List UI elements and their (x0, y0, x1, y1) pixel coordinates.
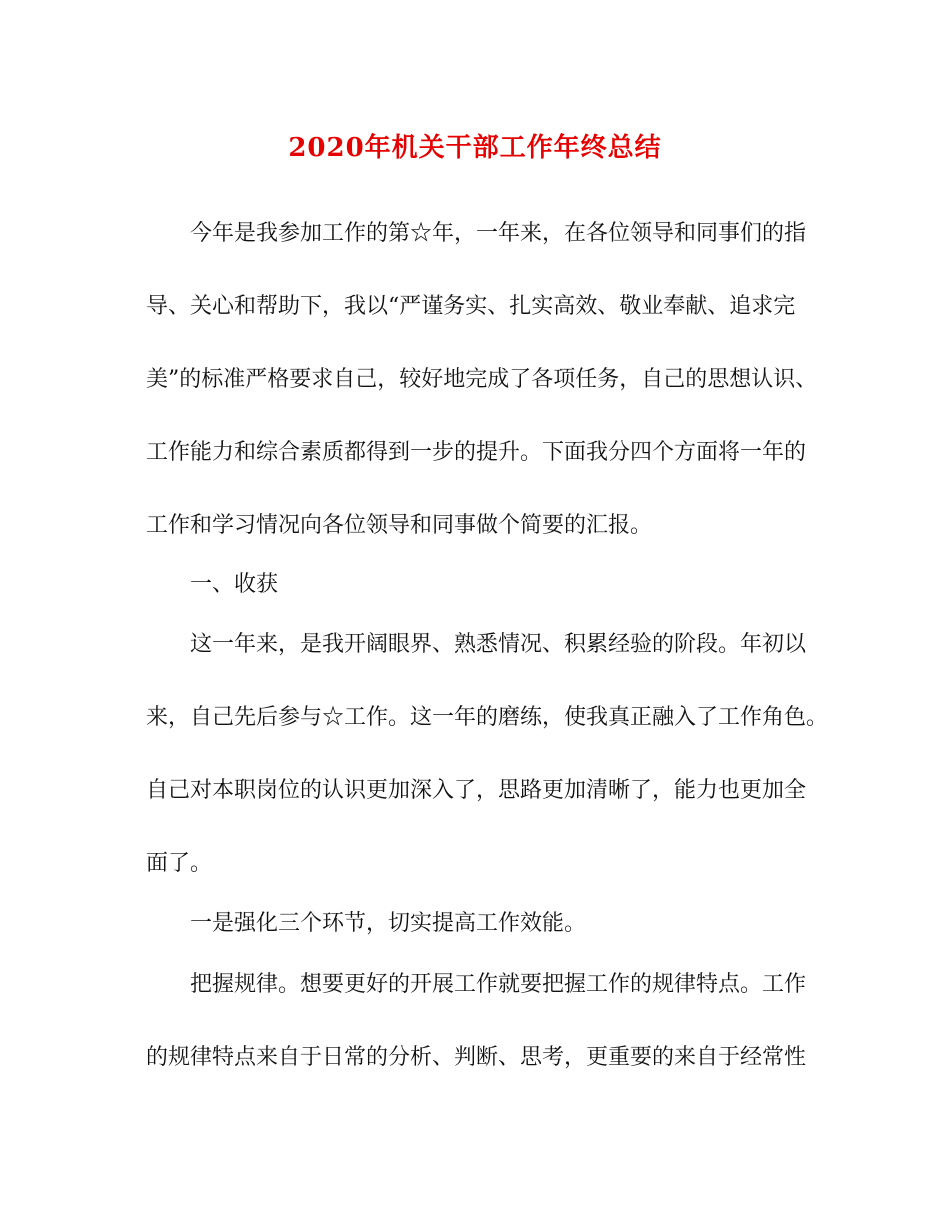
paragraph-line: 今年是我参加工作的第☆年，一年来，在各位领导和同事们的指 (190, 221, 807, 246)
paragraph-line: 工作和学习情况向各位领导和同事做个简要的汇报。 (146, 513, 653, 538)
paragraph-line: 美”的标准严格要求自己，较好地完成了各项任务，自己的思想认识、 (146, 367, 818, 392)
section-heading: 一、收获 (190, 572, 279, 597)
paragraph-line: 一是强化三个环节，切实提高工作效能。 (190, 911, 587, 936)
paragraph-line: 这一年来，是我开阔眼界、熟悉情况、积累经验的阶段。年初以 (190, 632, 807, 657)
paragraph-line: 导、关心和帮助下，我以“严谨务实、扎实高效、敬业奉献、追求完 (146, 294, 796, 319)
document-title: 2020年机关干部工作年终总结 (288, 133, 662, 163)
paragraph-line: 面了。 (146, 851, 213, 876)
paragraph-line: 工作能力和综合素质都得到一步的提升。下面我分四个方面将一年的 (146, 440, 807, 465)
paragraph-line: 的规律特点来自于日常的分析、判断、思考，更重要的来自于经常性 (146, 1045, 807, 1070)
paragraph-line: 把握规律。想要更好的开展工作就要把握工作的规律特点。工作 (190, 972, 807, 997)
paragraph-line: 自己对本职岗位的认识更加深入了，思路更加清晰了，能力也更加全 (146, 778, 807, 803)
paragraph-line: 来，自己先后参与☆工作。这一年的磨练，使我真正融入了工作角色。 (146, 705, 829, 730)
